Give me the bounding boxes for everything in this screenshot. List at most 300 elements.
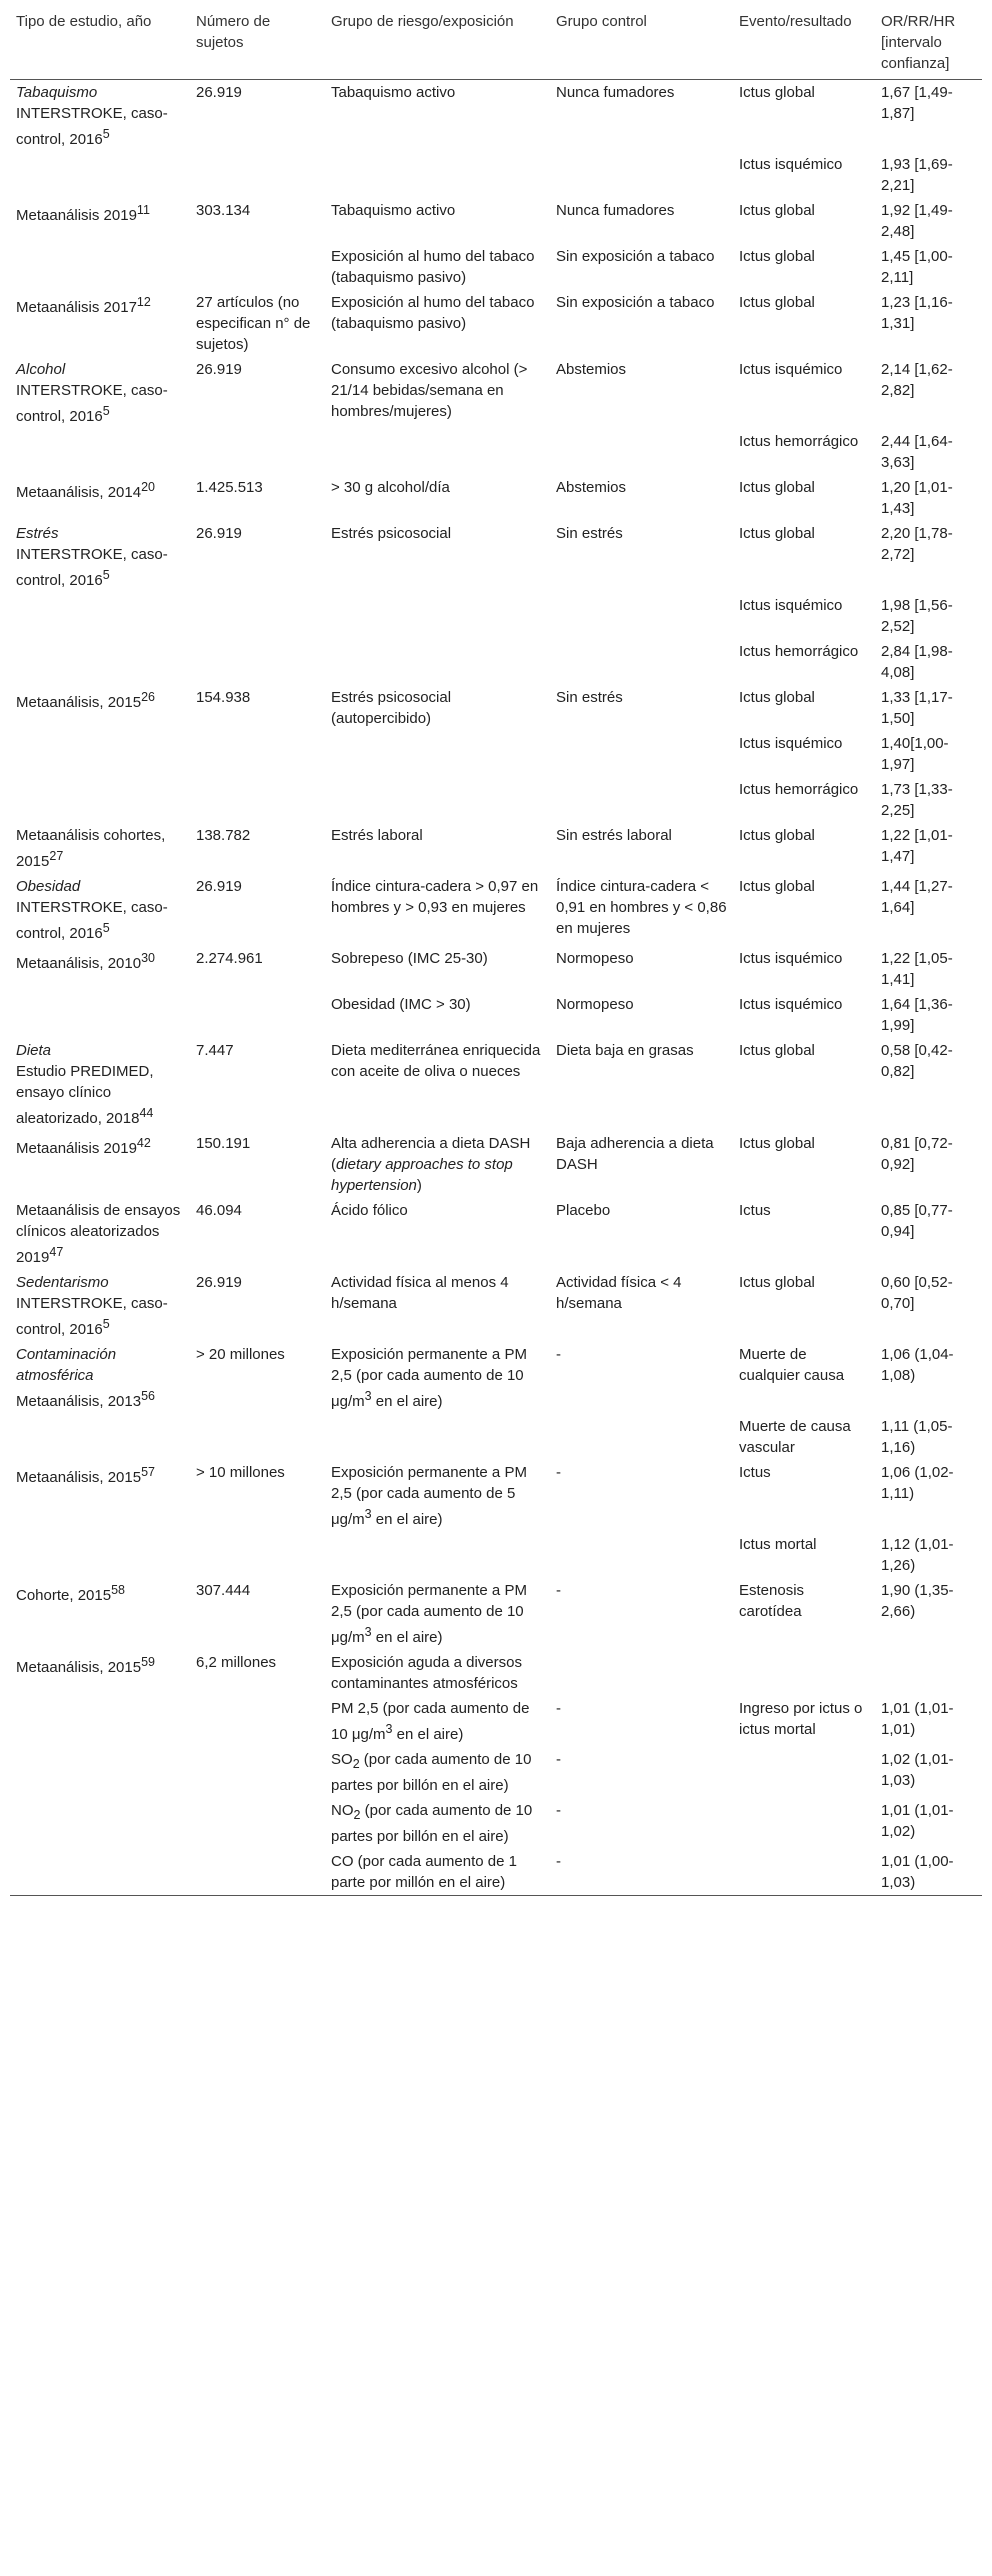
table-row bbox=[10, 1038, 982, 1131]
or-cell bbox=[875, 946, 982, 992]
event-cell bbox=[733, 639, 875, 685]
exposure-cell bbox=[325, 521, 550, 593]
event-cell bbox=[733, 874, 875, 946]
or-value: 1,40[1,00-1,97] bbox=[881, 735, 949, 773]
table-row bbox=[10, 1131, 982, 1198]
control-cell bbox=[550, 823, 733, 874]
header-exposure: Grupo de riesgo/exposición bbox=[331, 13, 514, 30]
exposure-cell bbox=[325, 823, 550, 874]
table-row bbox=[10, 198, 982, 244]
exposure-cell bbox=[325, 1342, 550, 1414]
control-cell bbox=[550, 1038, 733, 1131]
or-cell bbox=[875, 874, 982, 946]
or-cell bbox=[875, 1414, 982, 1460]
or-value: 1,06 (1,02-1,11) bbox=[881, 1464, 954, 1502]
subjects-cell bbox=[190, 1038, 325, 1131]
subjects-cell bbox=[190, 1747, 325, 1798]
exposure-cell bbox=[325, 1414, 550, 1460]
control-value: Sin estrés laboral bbox=[556, 827, 672, 844]
or-cell bbox=[875, 639, 982, 685]
subjects-cell bbox=[190, 639, 325, 685]
control-value: Nunca fumadores bbox=[556, 84, 675, 101]
or-cell bbox=[875, 777, 982, 823]
or-value: 1,22 [1,05-1,41] bbox=[881, 950, 953, 988]
exposure-text: SO bbox=[331, 1751, 353, 1768]
or-cell bbox=[875, 823, 982, 874]
section-label: Sedentarismo bbox=[16, 1274, 109, 1291]
table-row bbox=[10, 290, 982, 357]
reference-number: 59 bbox=[141, 1655, 155, 1669]
exposure-text: Sobrepeso (IMC 25-30) bbox=[331, 950, 488, 967]
event-cell bbox=[733, 1414, 875, 1460]
reference-number: 5 bbox=[102, 568, 110, 582]
exposure-text: Exposición aguda a diversos contaminantes atmosféricos bbox=[331, 1654, 522, 1692]
event-cell bbox=[733, 823, 875, 874]
event-cell bbox=[733, 290, 875, 357]
event-cell bbox=[733, 1198, 875, 1270]
or-cell bbox=[875, 1747, 982, 1798]
study-cell bbox=[10, 1342, 190, 1414]
control-cell bbox=[550, 1460, 733, 1532]
table-header-row bbox=[10, 6, 982, 80]
exposure-text: NO bbox=[331, 1802, 354, 1819]
subjects-cell bbox=[190, 198, 325, 244]
study-name: Metaanálisis, 2015 bbox=[16, 1659, 142, 1676]
event-cell bbox=[733, 244, 875, 290]
subjects-value: 46.094 bbox=[196, 1202, 242, 1219]
control-value: Sin exposición a tabaco bbox=[556, 294, 715, 311]
event-cell bbox=[733, 1650, 875, 1696]
event-value: Ictus global bbox=[739, 689, 815, 706]
subjects-value: 150.191 bbox=[196, 1135, 251, 1152]
exposure-italic: dietary approaches to stop hypertension bbox=[331, 1156, 513, 1194]
event-cell bbox=[733, 475, 875, 521]
or-value: 1,90 (1,35-2,66) bbox=[881, 1582, 954, 1620]
subjects-cell bbox=[190, 1414, 325, 1460]
control-value: - bbox=[556, 1802, 561, 1819]
reference-number: 57 bbox=[141, 1465, 155, 1479]
control-cell bbox=[550, 152, 733, 198]
section-label: Dieta bbox=[16, 1042, 52, 1059]
control-cell bbox=[550, 685, 733, 731]
control-value: Dieta baja en grasas bbox=[556, 1042, 694, 1059]
event-value: Ictus global bbox=[739, 1274, 815, 1291]
or-cell bbox=[875, 152, 982, 198]
header-control: Grupo control bbox=[556, 13, 647, 30]
control-cell bbox=[550, 290, 733, 357]
study-name: INTERSTROKE, caso-control, 2016 bbox=[16, 1295, 168, 1338]
exposure-cell bbox=[325, 244, 550, 290]
subjects-cell bbox=[190, 1460, 325, 1532]
table-row bbox=[10, 685, 982, 731]
table-row bbox=[10, 1342, 982, 1414]
exposure-text: Dieta mediterránea enriquecida con aceite de oliva o nueces bbox=[331, 1042, 541, 1080]
reference-number: 26 bbox=[141, 690, 155, 704]
exposure-cell bbox=[325, 593, 550, 639]
subjects-value: 26.919 bbox=[196, 878, 242, 895]
or-value: 2,84 [1,98-4,08] bbox=[881, 643, 953, 681]
subjects-cell bbox=[190, 1578, 325, 1650]
study-cell bbox=[10, 1038, 190, 1131]
exposure-sup: 3 bbox=[385, 1722, 393, 1736]
study-cell bbox=[10, 1798, 190, 1849]
reference-number: 5 bbox=[102, 1317, 110, 1331]
event-cell bbox=[733, 1532, 875, 1578]
event-cell bbox=[733, 521, 875, 593]
or-value: 1,23 [1,16-1,31] bbox=[881, 294, 953, 332]
subjects-value: 1.425.513 bbox=[196, 479, 263, 496]
study-name: INTERSTROKE, caso-control, 2016 bbox=[16, 546, 168, 589]
study-cell bbox=[10, 1747, 190, 1798]
study-name: Metaanálisis 2019 bbox=[16, 207, 137, 224]
study-cell bbox=[10, 685, 190, 731]
or-cell bbox=[875, 1578, 982, 1650]
reference-number: 20 bbox=[141, 480, 155, 494]
subjects-value: > 10 millones bbox=[196, 1464, 285, 1481]
or-value: 2,44 [1,64-3,63] bbox=[881, 433, 953, 471]
event-value: Ictus hemorrágico bbox=[739, 643, 859, 660]
control-cell bbox=[550, 198, 733, 244]
reference-number: 58 bbox=[111, 1583, 125, 1597]
subjects-cell bbox=[190, 244, 325, 290]
study-name: Cohorte, 2015 bbox=[16, 1587, 112, 1604]
event-value: Ictus isquémico bbox=[739, 735, 843, 752]
or-value: 0,60 [0,52-0,70] bbox=[881, 1274, 953, 1312]
study-cell bbox=[10, 992, 190, 1038]
event-cell bbox=[733, 198, 875, 244]
study-cell bbox=[10, 429, 190, 475]
control-cell bbox=[550, 593, 733, 639]
exposure-text-end: en el aire) bbox=[371, 1511, 443, 1528]
control-cell bbox=[550, 777, 733, 823]
control-cell bbox=[550, 1131, 733, 1198]
subjects-cell bbox=[190, 1798, 325, 1849]
exposure-cell bbox=[325, 1532, 550, 1578]
or-cell bbox=[875, 731, 982, 777]
event-cell bbox=[733, 685, 875, 731]
exposure-cell bbox=[325, 1650, 550, 1696]
subjects-value: > 20 millones bbox=[196, 1346, 285, 1363]
event-value: Ictus global bbox=[739, 248, 815, 265]
control-value: - bbox=[556, 1751, 561, 1768]
study-cell bbox=[10, 1532, 190, 1578]
or-cell bbox=[875, 244, 982, 290]
study-name: Metaanálisis, 2015 bbox=[16, 1469, 142, 1486]
event-value: Ictus global bbox=[739, 1135, 815, 1152]
control-cell bbox=[550, 1696, 733, 1747]
or-cell bbox=[875, 992, 982, 1038]
table-row bbox=[10, 874, 982, 946]
subjects-cell bbox=[190, 1849, 325, 1896]
section-label: Tabaquismo bbox=[16, 84, 98, 101]
header-subjects: Número de sujetos bbox=[196, 13, 271, 51]
reference-number: 30 bbox=[141, 951, 155, 965]
control-value: Índice cintura-cadera < 0,91 en hombres y < 0,86 en mujeres bbox=[556, 878, 727, 937]
or-cell bbox=[875, 1532, 982, 1578]
study-name: INTERSTROKE, caso-control, 2016 bbox=[16, 105, 168, 148]
study-cell bbox=[10, 639, 190, 685]
study-cell bbox=[10, 874, 190, 946]
control-cell bbox=[550, 521, 733, 593]
exposure-sup: 3 bbox=[364, 1625, 372, 1639]
event-value: Ictus global bbox=[739, 1042, 815, 1059]
subjects-cell bbox=[190, 1198, 325, 1270]
or-value: 1,11 (1,05-1,16) bbox=[881, 1418, 953, 1456]
control-cell bbox=[550, 992, 733, 1038]
subjects-cell bbox=[190, 357, 325, 429]
study-name: Metaanálisis, 2014 bbox=[16, 484, 142, 501]
exposure-cell bbox=[325, 731, 550, 777]
control-value: Actividad física < 4 h/semana bbox=[556, 1274, 682, 1312]
control-value: Abstemios bbox=[556, 479, 627, 496]
or-cell bbox=[875, 593, 982, 639]
exposure-text-end: (por cada aumento de 10 partes por billón en el aire) bbox=[331, 1751, 532, 1794]
exposure-cell bbox=[325, 946, 550, 992]
or-cell bbox=[875, 1849, 982, 1896]
control-value: Baja adherencia a dieta DASH bbox=[556, 1135, 714, 1173]
reference-number: 12 bbox=[136, 295, 151, 309]
subjects-cell bbox=[190, 1696, 325, 1747]
table-row bbox=[10, 1696, 982, 1747]
event-value: Ictus global bbox=[739, 827, 815, 844]
control-cell bbox=[550, 1747, 733, 1798]
or-cell bbox=[875, 1696, 982, 1747]
event-cell bbox=[733, 1696, 875, 1896]
subjects-cell bbox=[190, 429, 325, 475]
control-value: Sin exposición a tabaco bbox=[556, 248, 715, 265]
control-cell bbox=[550, 1342, 733, 1414]
exposure-cell bbox=[325, 874, 550, 946]
study-name: Metaanálisis 2017 bbox=[16, 299, 137, 316]
subjects-cell bbox=[190, 992, 325, 1038]
exposure-cell bbox=[325, 639, 550, 685]
event-value: Ictus global bbox=[739, 479, 815, 496]
or-cell bbox=[875, 429, 982, 475]
exposure-cell bbox=[325, 1849, 550, 1896]
subjects-value: 6,2 millones bbox=[196, 1654, 277, 1671]
reference-number: 5 bbox=[102, 921, 110, 935]
study-cell bbox=[10, 198, 190, 244]
control-value: Abstemios bbox=[556, 361, 627, 378]
control-value: - bbox=[556, 1582, 561, 1599]
subjects-value: 154.938 bbox=[196, 689, 251, 706]
event-value: Ictus global bbox=[739, 84, 815, 101]
exposure-text: Índice cintura-cadera > 0,97 en hombres y > 0,93 en mujeres bbox=[331, 878, 539, 916]
exposure-text: Estrés psicosocial (autopercibido) bbox=[331, 689, 452, 727]
subjects-cell bbox=[190, 290, 325, 357]
or-cell bbox=[875, 1460, 982, 1532]
exposure-sub: 2 bbox=[352, 1757, 360, 1771]
or-value: 1,22 [1,01-1,47] bbox=[881, 827, 953, 865]
section-label: Estrés bbox=[16, 525, 59, 542]
table-row bbox=[10, 823, 982, 874]
or-value: 2,14 [1,62-2,82] bbox=[881, 361, 953, 399]
event-value: Estenosis carotídea bbox=[739, 1582, 805, 1620]
study-name: Metaanálisis de ensayos clínicos aleatorizados 2019 bbox=[16, 1202, 181, 1266]
reference-number: 44 bbox=[139, 1106, 154, 1120]
reference-number: 5 bbox=[102, 127, 110, 141]
study-cell bbox=[10, 1696, 190, 1747]
or-value: 0,81 [0,72-0,92] bbox=[881, 1135, 953, 1173]
exposure-text: CO (por cada aumento de 1 parte por millón en el aire) bbox=[331, 1853, 517, 1891]
control-value: Sin estrés bbox=[556, 525, 623, 542]
subjects-cell bbox=[190, 685, 325, 731]
event-value: Ictus global bbox=[739, 202, 815, 219]
table-row bbox=[10, 946, 982, 992]
or-cell bbox=[875, 1650, 982, 1696]
table-row bbox=[10, 777, 982, 823]
control-value: - bbox=[556, 1346, 561, 1363]
event-cell bbox=[733, 946, 875, 992]
or-value: 1,01 (1,01-1,02) bbox=[881, 1802, 954, 1840]
section-label: Alcohol bbox=[16, 361, 66, 378]
or-cell bbox=[875, 521, 982, 593]
or-cell bbox=[875, 1131, 982, 1198]
or-value: 1,44 [1,27-1,64] bbox=[881, 878, 953, 916]
study-cell bbox=[10, 1578, 190, 1650]
event-value: Ictus global bbox=[739, 525, 815, 542]
study-cell bbox=[10, 152, 190, 198]
event-value: Ictus isquémico bbox=[739, 996, 843, 1013]
control-cell bbox=[550, 1798, 733, 1849]
subjects-value: 26.919 bbox=[196, 84, 242, 101]
exposure-text: Exposición al humo del tabaco (tabaquismo pasivo) bbox=[331, 248, 535, 286]
exposure-cell bbox=[325, 1038, 550, 1131]
table-row bbox=[10, 1270, 982, 1342]
subjects-cell bbox=[190, 874, 325, 946]
control-cell bbox=[550, 1578, 733, 1650]
event-value: Ictus hemorrágico bbox=[739, 433, 859, 450]
reference-number: 47 bbox=[49, 1245, 64, 1259]
event-cell bbox=[733, 1342, 875, 1414]
table-row bbox=[10, 1460, 982, 1532]
control-cell bbox=[550, 475, 733, 521]
study-cell bbox=[10, 357, 190, 429]
event-cell bbox=[733, 777, 875, 823]
event-value: Ictus mortal bbox=[739, 1536, 817, 1553]
study-cell bbox=[10, 731, 190, 777]
or-value: 1,93 [1,69-2,21] bbox=[881, 156, 953, 194]
exposure-text: Obesidad (IMC > 30) bbox=[331, 996, 471, 1013]
exposure-text-end: en el aire) bbox=[371, 1629, 443, 1646]
control-cell bbox=[550, 429, 733, 475]
study-cell bbox=[10, 1849, 190, 1896]
control-value: Sin estrés bbox=[556, 689, 623, 706]
or-cell bbox=[875, 685, 982, 731]
subjects-value: 307.444 bbox=[196, 1582, 251, 1599]
exposure-text: Consumo excesivo alcohol (> 21/14 bebidas/semana en hombres/mujeres) bbox=[331, 361, 528, 420]
study-cell bbox=[10, 1131, 190, 1198]
event-cell bbox=[733, 152, 875, 198]
table-row bbox=[10, 152, 982, 198]
table-row bbox=[10, 639, 982, 685]
header-study-type: Tipo de estudio, año bbox=[16, 13, 152, 30]
study-cell bbox=[10, 593, 190, 639]
control-value: Nunca fumadores bbox=[556, 202, 675, 219]
or-cell bbox=[875, 290, 982, 357]
event-cell bbox=[733, 731, 875, 777]
or-cell bbox=[875, 1798, 982, 1849]
control-cell bbox=[550, 731, 733, 777]
table-row bbox=[10, 80, 982, 153]
control-value: Normopeso bbox=[556, 996, 634, 1013]
exposure-cell bbox=[325, 685, 550, 731]
or-value: 1,73 [1,33-2,25] bbox=[881, 781, 953, 819]
study-name: Metaanálisis, 2015 bbox=[16, 694, 142, 711]
or-cell bbox=[875, 1198, 982, 1270]
exposure-cell bbox=[325, 1198, 550, 1270]
exposure-cell bbox=[325, 1270, 550, 1342]
study-cell bbox=[10, 777, 190, 823]
event-cell bbox=[733, 1578, 875, 1650]
table-row bbox=[10, 992, 982, 1038]
or-value: 0,85 [0,77-0,94] bbox=[881, 1202, 953, 1240]
subjects-cell bbox=[190, 1532, 325, 1578]
subjects-cell bbox=[190, 1342, 325, 1414]
or-value: 1,20 [1,01-1,43] bbox=[881, 479, 953, 517]
exposure-text: Alta adherencia a dieta DASH ( bbox=[331, 1135, 531, 1173]
exposure-text: Actividad física al menos 4 h/semana bbox=[331, 1274, 509, 1312]
study-cell bbox=[10, 823, 190, 874]
or-value: 1,01 (1,01-1,01) bbox=[881, 1700, 954, 1738]
study-cell bbox=[10, 1198, 190, 1270]
event-value: Ictus bbox=[739, 1202, 771, 1219]
control-cell bbox=[550, 874, 733, 946]
reference-number: 56 bbox=[141, 1389, 155, 1403]
control-value: - bbox=[556, 1700, 561, 1717]
exposure-text: > 30 g alcohol/día bbox=[331, 479, 450, 496]
study-cell bbox=[10, 1270, 190, 1342]
table-row bbox=[10, 1650, 982, 1696]
study-cell bbox=[10, 1460, 190, 1532]
control-cell bbox=[550, 80, 733, 153]
study-cell bbox=[10, 946, 190, 992]
exposure-text-end: en el aire) bbox=[392, 1726, 464, 1743]
study-name: Metaanálisis 2019 bbox=[16, 1140, 137, 1157]
exposure-cell bbox=[325, 290, 550, 357]
subjects-cell bbox=[190, 823, 325, 874]
subjects-value: 303.134 bbox=[196, 202, 251, 219]
control-cell bbox=[550, 1849, 733, 1896]
event-cell bbox=[733, 992, 875, 1038]
study-name: INTERSTROKE, caso-control, 2016 bbox=[16, 899, 168, 942]
event-value: Ictus global bbox=[739, 878, 815, 895]
event-value: Ictus isquémico bbox=[739, 950, 843, 967]
event-cell bbox=[733, 1270, 875, 1342]
subjects-cell bbox=[190, 1270, 325, 1342]
event-value: Ictus bbox=[739, 1464, 771, 1481]
control-cell bbox=[550, 244, 733, 290]
exposure-text: PM 2,5 (por cada aumento de 10 μg/m bbox=[331, 1700, 530, 1743]
or-value: 1,33 [1,17-1,50] bbox=[881, 689, 953, 727]
study-cell bbox=[10, 244, 190, 290]
control-cell bbox=[550, 1650, 733, 1696]
event-cell bbox=[733, 80, 875, 153]
exposure-text: Tabaquismo activo bbox=[331, 84, 456, 101]
exposure-cell bbox=[325, 1747, 550, 1798]
subjects-value: 2.274.961 bbox=[196, 950, 263, 967]
or-cell bbox=[875, 357, 982, 429]
exposure-text-end: en el aire) bbox=[371, 1393, 443, 1410]
risk-factor-table bbox=[10, 6, 982, 1896]
study-cell bbox=[10, 80, 190, 153]
or-value: 1,45 [1,00-2,11] bbox=[881, 248, 953, 286]
or-value: 1,67 [1,49-1,87] bbox=[881, 84, 953, 122]
event-value: Ingreso por ictus o ictus mortal bbox=[739, 1700, 863, 1738]
or-value: 1,98 [1,56-2,52] bbox=[881, 597, 953, 635]
event-value: Ictus hemorrágico bbox=[739, 781, 859, 798]
exposure-cell bbox=[325, 357, 550, 429]
